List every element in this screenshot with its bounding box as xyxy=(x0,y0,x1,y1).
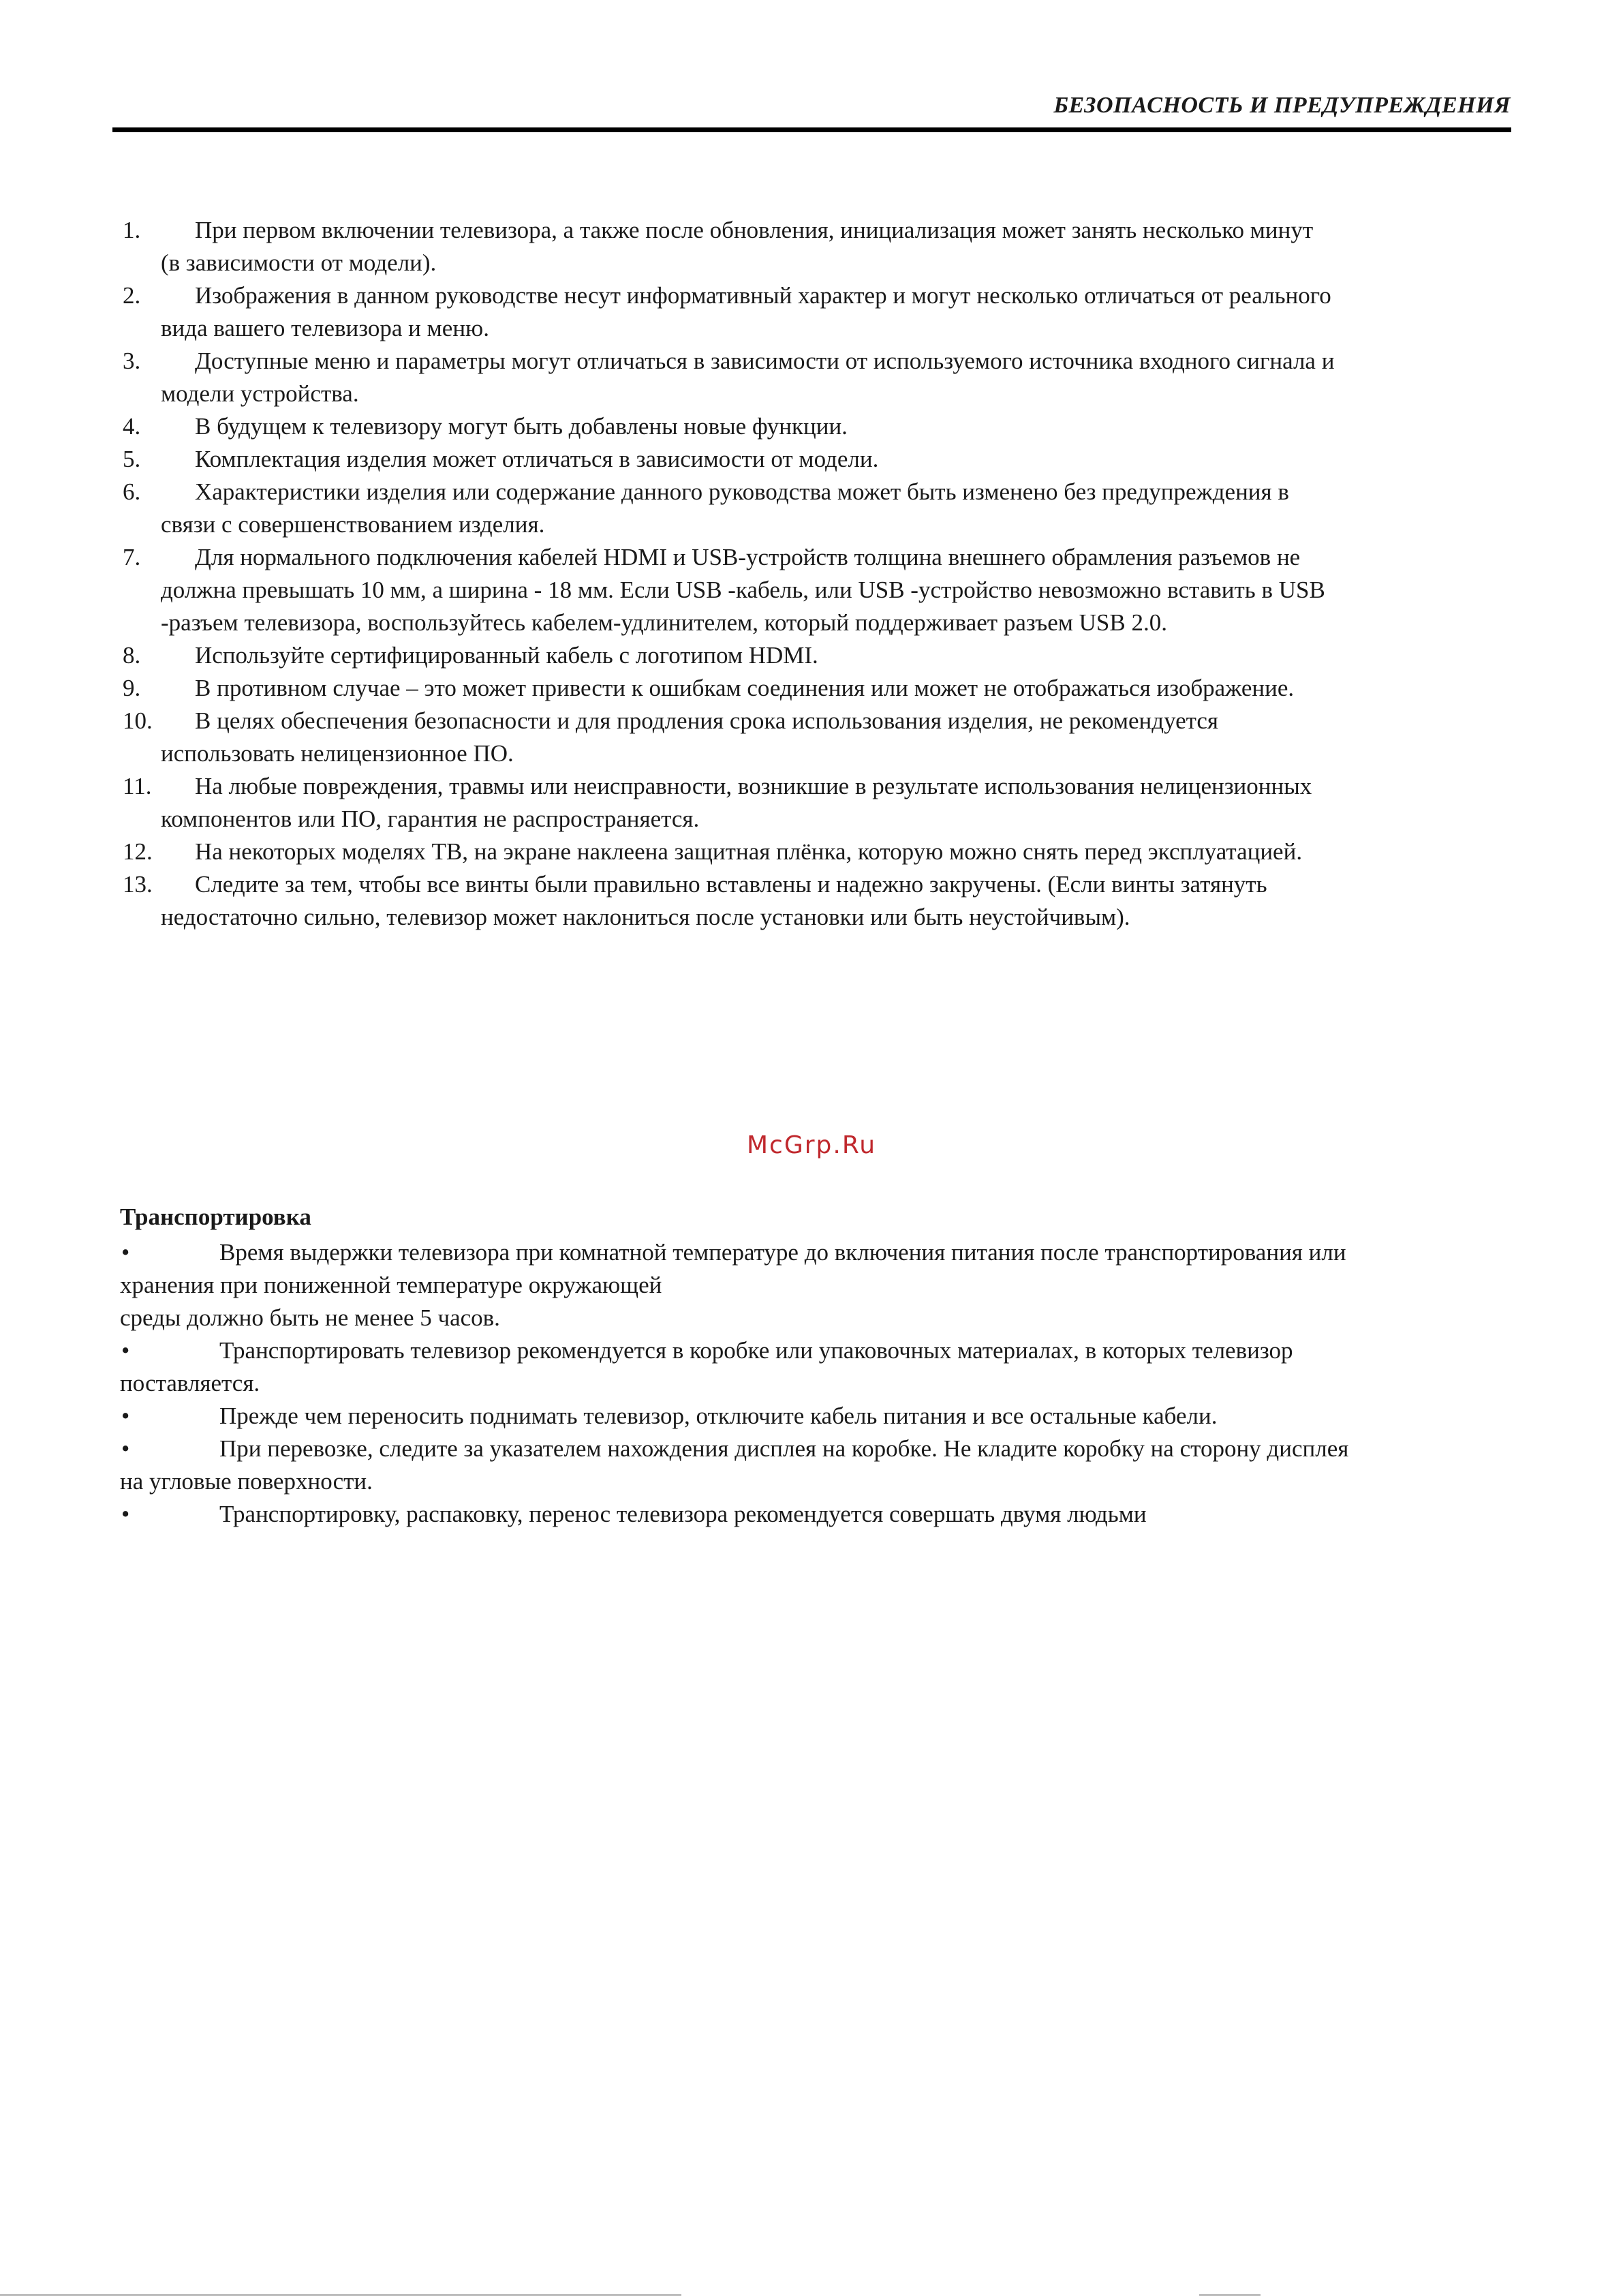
note-item-3 xyxy=(123,345,1506,410)
note-number: 2. xyxy=(123,282,141,309)
transport-section-title: Транспортировка xyxy=(120,1204,311,1230)
note-number: 7. xyxy=(123,544,141,570)
note-item-13 xyxy=(123,868,1506,934)
note-number: 12. xyxy=(123,838,153,865)
note-line: компонентов или ПО, гарантия не распространяется. xyxy=(161,806,700,832)
note-item-8 xyxy=(123,639,1506,672)
note-line: На любые повреждения, травмы или неисправности, возникшие в результате использования нелицензионных xyxy=(195,773,1312,799)
note-text xyxy=(161,770,1506,836)
note-text xyxy=(161,410,1506,443)
transport-line: хранения при пониженной температуре окружающей xyxy=(120,1272,662,1298)
note-number: 3. xyxy=(123,348,141,374)
note-text xyxy=(161,476,1506,541)
note-line: должна превышать 10 мм, а ширина - 18 мм. Если USB -кабель, или USB -устройство невозможно вставить в USB xyxy=(161,577,1325,603)
transport-item-4 xyxy=(120,1433,1517,1498)
transport-line: поставляется. xyxy=(120,1370,260,1396)
transport-list xyxy=(120,1236,1517,1531)
transport-line: Время выдержки телевизора при комнатной температуре до включения питания после транспортирования или xyxy=(219,1239,1346,1266)
note-number: 5. xyxy=(123,446,141,472)
bullet-icon: • xyxy=(121,1435,130,1462)
note-text xyxy=(161,639,1506,672)
note-item-5 xyxy=(123,443,1506,476)
transport-item-2 xyxy=(120,1334,1517,1400)
note-item-7 xyxy=(123,541,1506,639)
note-line: Характеристики изделия или содержание данного руководства может быть изменено без предупреждения в xyxy=(195,478,1289,505)
note-text xyxy=(161,868,1506,934)
transport-line: на угловые поверхности. xyxy=(120,1468,373,1495)
note-number: 8. xyxy=(123,642,141,669)
note-number: 9. xyxy=(123,675,141,701)
note-line: Используйте сертифицированный кабель с логотипом HDMI. xyxy=(195,642,818,669)
note-line: При первом включении телевизора, а также после обновления, инициализация может занять несколько минут xyxy=(195,217,1314,243)
transport-line: Транспортировку, распаковку, перенос телевизора рекомендуется совершать двумя людьми xyxy=(219,1501,1147,1527)
note-line: вида вашего телевизора и меню. xyxy=(161,315,489,341)
transport-line: При перевозке, следите за указателем нахождения дисплея на коробке. Не кладите коробку на сторону дисплея xyxy=(219,1435,1349,1462)
note-line: -разъем телевизора, воспользуйтесь кабелем-удлинителем, который поддерживает разъем USB 2.0. xyxy=(161,609,1167,636)
transport-item-5 xyxy=(120,1498,1517,1531)
note-line: Для нормального подключения кабелей HDMI и USB-устройств толщина внешнего обрамления разъемов не xyxy=(195,544,1301,570)
note-text xyxy=(161,672,1506,705)
note-line: На некоторых моделях ТВ, на экране наклеена защитная плёнка, которую можно снять перед эксплуатацией. xyxy=(195,838,1303,865)
note-number: 4. xyxy=(123,413,141,440)
header-rule xyxy=(112,127,1511,132)
note-line: (в зависимости от модели). xyxy=(161,249,437,276)
note-text xyxy=(161,214,1506,279)
note-number: 11. xyxy=(123,773,152,799)
note-line: В будущем к телевизору могут быть добавлены новые функции. xyxy=(195,413,848,440)
note-item-9 xyxy=(123,672,1506,705)
note-number: 13. xyxy=(123,871,153,898)
bullet-icon: • xyxy=(121,1403,130,1429)
note-text xyxy=(161,836,1506,868)
transport-line: среды должно быть не менее 5 часов. xyxy=(120,1304,500,1331)
page-bottom-edge xyxy=(0,2292,1623,2296)
notes-list xyxy=(123,214,1506,934)
note-line: связи с совершенствованием изделия. xyxy=(161,511,545,538)
transport-item-3 xyxy=(120,1400,1517,1433)
note-line: В противном случае – это может привести к ошибкам соединения или может не отображаться изображение. xyxy=(195,675,1295,701)
page-header-title: БЕЗОПАСНОСТЬ И ПРЕДУПРЕЖДЕНИЯ xyxy=(1053,93,1511,118)
note-text xyxy=(161,345,1506,410)
bullet-icon: • xyxy=(121,1501,130,1527)
note-line: Доступные меню и параметры могут отличаться в зависимости от используемого источника входного сигнала и xyxy=(195,348,1335,374)
transport-line: Прежде чем переносить поднимать телевизор, отключите кабель питания и все остальные кабели. xyxy=(219,1403,1218,1429)
note-text xyxy=(161,541,1506,639)
note-number: 10. xyxy=(123,707,153,734)
bullet-icon: • xyxy=(121,1337,130,1364)
note-line: использовать нелицензионное ПО. xyxy=(161,740,514,767)
note-text xyxy=(161,443,1506,476)
note-item-10 xyxy=(123,705,1506,770)
note-item-2 xyxy=(123,279,1506,345)
note-item-6 xyxy=(123,476,1506,541)
note-item-1 xyxy=(123,214,1506,279)
note-line: недостаточно сильно, телевизор может наклониться после установки или быть неустойчивым). xyxy=(161,904,1130,930)
note-number: 6. xyxy=(123,478,141,505)
note-text xyxy=(161,279,1506,345)
note-text xyxy=(161,705,1506,770)
note-item-11 xyxy=(123,770,1506,836)
note-item-4 xyxy=(123,410,1506,443)
note-number: 1. xyxy=(123,217,141,243)
note-line: В целях обеспечения безопасности и для продления срока использования изделия, не рекомендуется xyxy=(195,707,1218,734)
watermark-text: McGrp.Ru xyxy=(746,1131,877,1159)
note-line: модели устройства. xyxy=(161,380,359,407)
note-line: Комплектация изделия может отличаться в зависимости от модели. xyxy=(195,446,879,472)
transport-line: Транспортировать телевизор рекомендуется в коробке или упаковочных материалах, в которых телевизор xyxy=(219,1337,1293,1364)
bullet-icon: • xyxy=(121,1239,130,1266)
note-line: Изображения в данном руководстве несут информативный характер и могут несколько отличаться от реального xyxy=(195,282,1331,309)
transport-item-1 xyxy=(120,1236,1517,1334)
note-line: Следите за тем, чтобы все винты были правильно вставлены и надежно закручены. (Если винты затянуть xyxy=(195,871,1267,898)
note-item-12 xyxy=(123,836,1506,868)
